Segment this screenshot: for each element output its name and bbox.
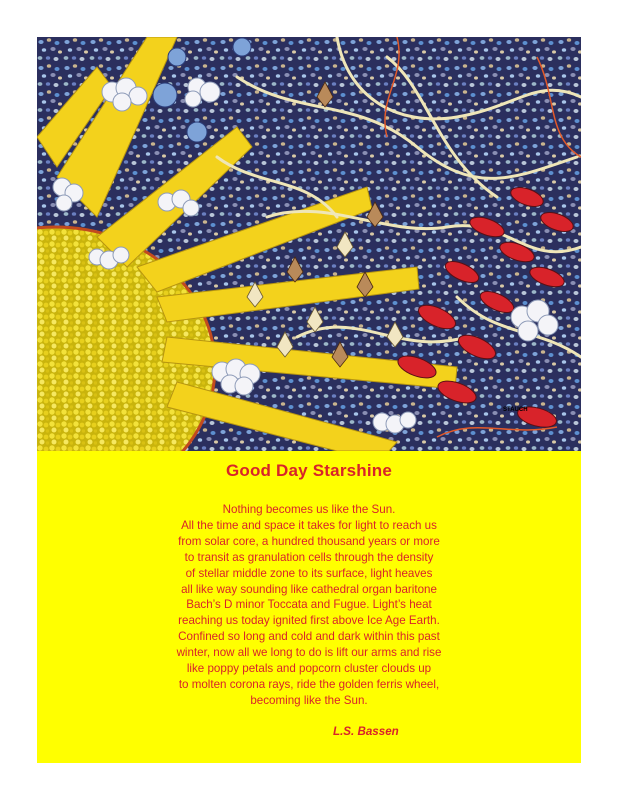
poem-line: to transit as granulation cells through the density — [184, 550, 434, 564]
poem-line: reaching us today ignited first above Ice Age Earth. — [178, 614, 440, 628]
painting-artwork — [37, 37, 581, 451]
poem-line: like poppy petals and popcorn cluster clouds up — [186, 662, 432, 676]
poem-line: Bach’s D minor Toccata and Fugue. Light’s heat — [186, 598, 432, 612]
poem-title: Good Day Starshine — [225, 461, 393, 480]
poem-line: from solar core, a hundred thousand years or more — [178, 534, 440, 548]
poem-line: All the time and space it takes for light to reach us — [181, 518, 437, 532]
poem-line: becoming like the Sun. — [250, 693, 368, 707]
poem-author: L.S. Bassen — [333, 725, 399, 738]
poem-line: winter, now all we long to do is lift our arms and rise — [176, 646, 442, 660]
poem-line: Confined so long and cold and dark within this past — [178, 630, 440, 644]
poem-line: to molten corona rays, ride the golden ferris wheel, — [178, 677, 440, 691]
poem-line: all like way sounding like cathedral organ baritone — [181, 582, 437, 596]
sun-painting — [37, 37, 581, 451]
artist-signature: STAUCH — [503, 407, 528, 413]
poem-body — [37, 502, 581, 709]
poem-panel — [37, 451, 581, 763]
poem-line: Nothing becomes us like the Sun. — [222, 503, 396, 516]
poem-line: of stellar middle zone to its surface, light heaves — [185, 566, 433, 580]
